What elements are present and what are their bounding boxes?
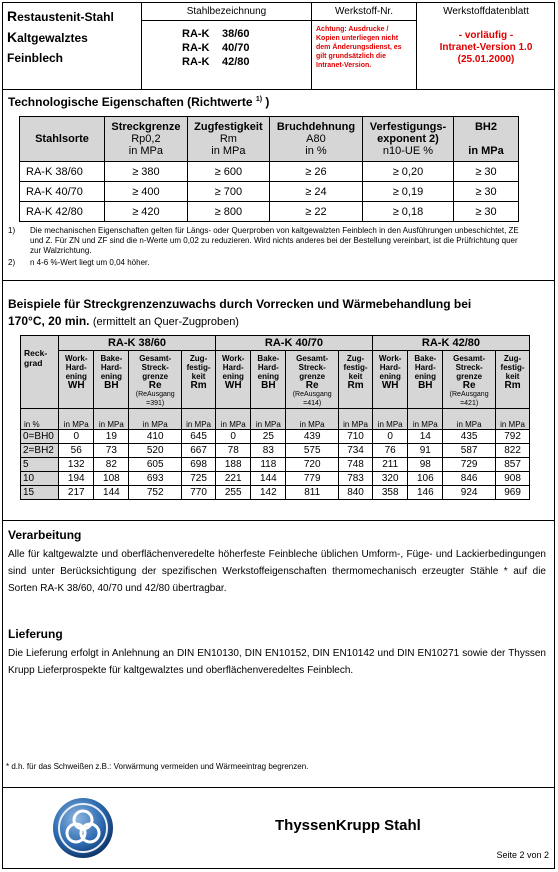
steel-designation-label: Stahlbezeichnung (142, 2, 311, 21)
cell: RA-K 40/70 (20, 182, 105, 202)
title-line-2: Kaltgewalztes (7, 29, 88, 45)
page-number: Seite 2 von 2 (496, 850, 549, 860)
title-line-3: Feinblech (7, 51, 64, 65)
cell: 857 (496, 458, 530, 472)
cell: 188 (215, 458, 250, 472)
cell: 98 (408, 458, 443, 472)
sub-header: Work-Hard-ening WH (372, 351, 407, 409)
col-steel-grade: Stahlsorte (20, 117, 105, 162)
section-delivery-title: Lieferung (8, 627, 63, 641)
version-label: Intranet-Version 1.0 (439, 42, 533, 53)
cell: RA-K 42/80 (20, 202, 105, 222)
col-yield-strength: Streckgrenze Rp0,2 in MPa (105, 117, 188, 162)
unit-cell: in MPa (215, 409, 250, 430)
section-processing-title: Verarbeitung (8, 528, 82, 542)
yield-increase-table (20, 335, 530, 500)
date-label: (25.01.2000) (457, 54, 515, 65)
cell: 82 (94, 458, 129, 472)
section-yield-increase-title: Beispiele für Streckgrenzenzuwachs durch Vorrecken und Wärmebehandlung bei 170°C, 20 min. (ermittelt an Quer-Zugproben) (8, 297, 472, 328)
cell: ≥ 22 (269, 202, 362, 222)
copy-notice: Achtung: Ausdrucke / Kopien unterliegen nicht dem Änderungsdienst, es gilt grundsätzlich die Intranet-Version. (316, 26, 402, 69)
cell: 840 (339, 486, 373, 500)
cell: ≥ 0,19 (362, 182, 453, 202)
company-name: ThyssenKrupp Stahl (275, 817, 421, 834)
cell: 729 (443, 458, 496, 472)
sub-header: Bake-Hard-ening BH (94, 351, 129, 409)
footnote-2: 2) n 4-6 %-Wert liegt um 0,04 höher. (8, 258, 150, 267)
group-header: RA-K 42/80 (372, 336, 529, 351)
sub-header-row (21, 351, 530, 409)
reck-grade-header: Reck-grad (21, 336, 59, 409)
cell: 645 (182, 430, 216, 444)
cell: 221 (215, 472, 250, 486)
sub-header: Bake-Hard-ening BH (408, 351, 443, 409)
cell: 520 (129, 444, 182, 458)
sub-header: Zug-festig-keit Rm (339, 351, 373, 409)
cell: ≥ 600 (187, 162, 269, 182)
cell: 146 (408, 486, 443, 500)
reck-grade-value: 2=BH2 (21, 444, 59, 458)
cell: 908 (496, 472, 530, 486)
cell: 734 (339, 444, 373, 458)
col-bh2: BH2 in MPa (454, 117, 519, 162)
sub-header: Gesamt-Streck-grenze Re (ReAusgang =391) (129, 351, 182, 409)
cell: 435 (443, 430, 496, 444)
cell: ≥ 26 (269, 162, 362, 182)
cell: 144 (94, 486, 129, 500)
unit-cell: in MPa (129, 409, 182, 430)
table-row (20, 162, 519, 182)
group-header-row (21, 336, 530, 351)
material-number-label: Werkstoff-Nr. (312, 2, 416, 21)
header-steel-designation-cell (142, 2, 312, 89)
cell: 587 (443, 444, 496, 458)
cell: 779 (286, 472, 339, 486)
cell: 91 (408, 444, 443, 458)
datasheet-label: Werkstoffdatenblatt (443, 6, 529, 17)
cell: 0 (59, 430, 94, 444)
cell: 83 (251, 444, 286, 458)
col-elongation: Bruchdehnung A80 in % (269, 117, 362, 162)
reck-grade-value: 0=BH0 (21, 430, 59, 444)
unit-row (21, 409, 530, 430)
cell: 439 (286, 430, 339, 444)
reck-unit: in % (21, 409, 59, 430)
header-title-cell (2, 2, 142, 89)
cell: 144 (251, 472, 286, 486)
reck-grade-value: 15 (21, 486, 59, 500)
unit-cell: in MPa (339, 409, 373, 430)
sub-header: Work-Hard-ening WH (215, 351, 250, 409)
reck-grade-value: 5 (21, 458, 59, 472)
table-row (21, 444, 530, 458)
sub-header: Gesamt-Streck-grenze Re (ReAusgang =414) (286, 351, 339, 409)
status-label: - vorläufig - (458, 30, 514, 41)
unit-cell: in MPa (94, 409, 129, 430)
cell: 822 (496, 444, 530, 458)
cell: 78 (215, 444, 250, 458)
sub-header: Work-Hard-ening WH (59, 351, 94, 409)
divider (2, 520, 555, 521)
section-technological-properties-title: Technologische Eigenschaften (Richtwerte $^{1)}$ ) (8, 95, 270, 109)
unit-cell: in MPa (251, 409, 286, 430)
table-row (21, 430, 530, 444)
cell: 132 (59, 458, 94, 472)
cell: 969 (496, 486, 530, 500)
unit-cell: in MPa (408, 409, 443, 430)
cell: 358 (372, 486, 407, 500)
cell: 0 (372, 430, 407, 444)
properties-table (19, 116, 519, 222)
cell: 142 (251, 486, 286, 500)
unit-cell: in MPa (496, 409, 530, 430)
unit-cell: in MPa (372, 409, 407, 430)
cell: 770 (182, 486, 216, 500)
cell: ≥ 380 (105, 162, 188, 182)
footnote-1: 1) Die mechanischen Eigenschaften gelten für Längs- oder Querproben von kaltgewalzten Feinblech in den Ausführungen unbeschichtet, ZE und Z. Für ZN und ZF sind die n-Werte um 0,02 zu reduzieren. Wird nichts anderes bei der Bestellung vereinbart, ist die Prüfrichtung quer zur Walzrichtung. (8, 226, 519, 255)
cell: 118 (251, 458, 286, 472)
cell: 783 (339, 472, 373, 486)
table-row (21, 472, 530, 486)
col-tensile-strength: Zugfestigkeit Rm in MPa (187, 117, 269, 162)
cell: RA-K 38/60 (20, 162, 105, 182)
cell: 605 (129, 458, 182, 472)
group-header: RA-K 40/70 (215, 336, 372, 351)
cell: 19 (94, 430, 129, 444)
cell: 106 (408, 472, 443, 486)
cell: ≥ 24 (269, 182, 362, 202)
document-header (2, 2, 555, 90)
sub-header: Zug-festig-keit Rm (496, 351, 530, 409)
cell: ≥ 700 (187, 182, 269, 202)
cell: 846 (443, 472, 496, 486)
table-row (20, 202, 519, 222)
cell: 924 (443, 486, 496, 500)
cell: 211 (372, 458, 407, 472)
table-row (20, 182, 519, 202)
cell: ≥ 400 (105, 182, 188, 202)
sub-header: Gesamt-Streck-grenze Re (ReAusgang =421) (443, 351, 496, 409)
cell: 792 (496, 430, 530, 444)
properties-table-header (20, 117, 519, 162)
cell: 752 (129, 486, 182, 500)
cell: 255 (215, 486, 250, 500)
title-line-1: Restaustenit-Stahl (7, 8, 114, 24)
cell: 194 (59, 472, 94, 486)
footer (2, 787, 555, 869)
cell: 73 (94, 444, 129, 458)
cell: ≥ 30 (454, 162, 519, 182)
cell: 14 (408, 430, 443, 444)
cell: 0 (215, 430, 250, 444)
cell: 725 (182, 472, 216, 486)
unit-cell: in MPa (286, 409, 339, 430)
cell: ≥ 30 (454, 182, 519, 202)
col-hardening-exponent: Verfestigungs- exponent 2) n10-UE % (362, 117, 453, 162)
cell: 693 (129, 472, 182, 486)
thyssenkrupp-logo-icon (52, 797, 114, 859)
cell: ≥ 0,20 (362, 162, 453, 182)
header-datasheet-cell (417, 2, 555, 89)
cell: 811 (286, 486, 339, 500)
unit-cell: in MPa (182, 409, 216, 430)
grade-list: RA-K 38/60 RA-K 40/70 RA-K 42/80 (182, 28, 250, 68)
cell: 710 (339, 430, 373, 444)
cell: ≥ 0,18 (362, 202, 453, 222)
group-header: RA-K 38/60 (59, 336, 216, 351)
cell: 575 (286, 444, 339, 458)
cell: 748 (339, 458, 373, 472)
cell: ≥ 800 (187, 202, 269, 222)
sub-header: Bake-Hard-ening BH (251, 351, 286, 409)
cell: 56 (59, 444, 94, 458)
table-row (21, 486, 530, 500)
reck-grade-value: 10 (21, 472, 59, 486)
cell: 720 (286, 458, 339, 472)
sub-header: Zug-festig-keit Rm (182, 351, 216, 409)
divider (2, 280, 555, 281)
cell: 320 (372, 472, 407, 486)
processing-text: Alle für kaltgewalzte und oberflächenveredelte höherfeste Feinbleche üblichen Umform-, Füge- und Lackierbedingungen sind unter Berücksichtigung der spezifischen Werkstoffeigenschaften thermomechanisch erzeugter Stähle * auf die Sorten RA-K 38/60, 40/70 und 42/80 übertragbar. (8, 549, 546, 594)
table-row (21, 458, 530, 472)
cell: 667 (182, 444, 216, 458)
delivery-text: Die Lieferung erfolgt in Anlehnung an DIN EN10130, DIN EN10152, DIN EN10142 und DIN EN10271 sowie der Thyssen Krupp Lieferprospekte für kaltgewalztes und oberflächenveredeltes Feinblech. (8, 648, 546, 676)
cell: 76 (372, 444, 407, 458)
cell: ≥ 30 (454, 202, 519, 222)
cell: 217 (59, 486, 94, 500)
unit-cell: in MPa (443, 409, 496, 430)
unit-cell: in MPa (59, 409, 94, 430)
cell: 698 (182, 458, 216, 472)
cell: 25 (251, 430, 286, 444)
asterisk-note: * d.h. für das Schweißen z.B.: Vorwärmung vermeiden und Wärmeeintrag begrenzen. (6, 762, 309, 771)
cell: ≥ 420 (105, 202, 188, 222)
cell: 108 (94, 472, 129, 486)
cell: 410 (129, 430, 182, 444)
header-material-number-cell (312, 2, 417, 89)
